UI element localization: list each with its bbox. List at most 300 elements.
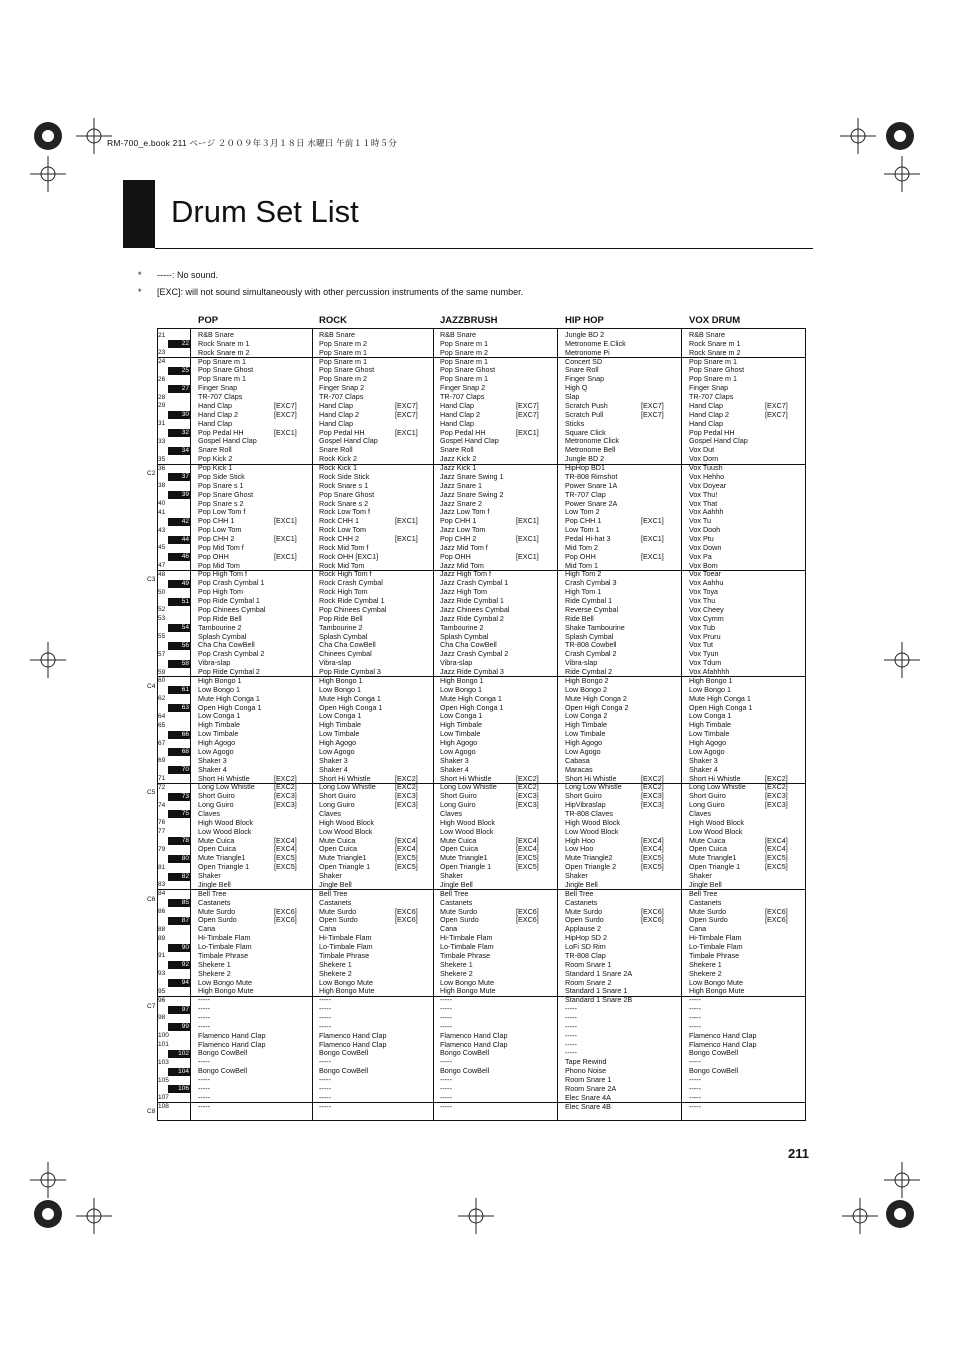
instrument-name: Shake Tambourine (565, 622, 625, 632)
instrument-name: ----- (440, 1004, 452, 1014)
instrument-name: Pop Mid Tom f (198, 542, 244, 552)
note-number: 76 (158, 819, 166, 827)
instrument-name: Open Triangle 1 (319, 862, 371, 872)
instrument-name: Gospel Hand Clap (198, 436, 257, 446)
instrument-name: Standard 1 Snare 2B (565, 995, 633, 1005)
instrument-name: ----- (689, 1021, 701, 1031)
instrument-name: ----- (689, 995, 701, 1005)
instrument-name: Shekere 2 (319, 968, 352, 978)
instrument-name: Room Snare 2 (565, 977, 612, 987)
crosshair-icon (76, 1198, 112, 1234)
crosshair-icon (76, 118, 112, 154)
instrument-name: Pop Chinees Cymbal (319, 604, 387, 614)
instrument-name: Open Surdo (198, 915, 237, 925)
instrument-name: R&B Snare (689, 330, 725, 339)
instrument-name: Mute Triangle2 (565, 853, 613, 863)
instrument-name: Castanets (198, 897, 231, 907)
instrument-name: Pop Ride Cymbal 3 (319, 667, 381, 677)
instrument-name: Low Timbale (198, 729, 239, 739)
instrument-name: Cana (319, 924, 337, 934)
instrument-name: Pop Crash Cymbal 2 (198, 649, 265, 659)
note-number: 48 (158, 570, 166, 578)
instrument-name: Low Wood Block (689, 826, 743, 836)
instrument-name: Shekere 1 (319, 959, 352, 969)
instrument-name: Power Snare 1A (565, 480, 618, 490)
note-number: 83 (158, 881, 166, 889)
instrument-name: Rock High Tom f (319, 569, 372, 579)
exclusive-group-tag: [EXC1] (516, 427, 539, 437)
instrument-name: Mute High Conga 2 (565, 693, 627, 703)
instrument-name: High Wood Block (565, 817, 620, 827)
instrument-name: Shaker (319, 871, 342, 881)
instrument-name: Timbale Phrase (440, 950, 491, 960)
exclusive-group-tag: [EXC3] (395, 791, 418, 801)
exclusive-group-tag: [EXC7] (765, 400, 788, 410)
instrument-name: Pop Kick 1 (198, 463, 233, 473)
note-number: 33 (158, 437, 166, 445)
instrument-name: Vox Pa (689, 551, 712, 561)
instrument-name: Short Guiro (198, 791, 235, 801)
instrument-name: Rock Mid Tom f (319, 542, 369, 552)
note-number: 55 (158, 633, 166, 641)
instrument-name: Hand Clap (198, 418, 232, 428)
crosshair-icon (30, 1162, 66, 1198)
instrument-name: High Agogo (565, 738, 603, 748)
instrument-name: Pop Snare s 2 (198, 498, 244, 508)
instrument-name: Open Cuica (198, 844, 236, 854)
exclusive-group-tag: [EXC4] (765, 844, 788, 854)
note-number: 63 (168, 704, 190, 712)
instrument-name: High Agogo (319, 738, 357, 748)
octave-label: C8 (147, 1108, 156, 1115)
instrument-name: Low Bongo 1 (198, 684, 240, 694)
instrument-name: Shekere 2 (440, 968, 473, 978)
instrument-name: ----- (689, 1057, 701, 1067)
instrument-name: Pop OHH (440, 551, 471, 561)
octave-label: C6 (147, 896, 156, 903)
exclusive-group-tag: [EXC3] (516, 791, 539, 801)
note-number: 91 (158, 952, 166, 960)
instrument-name: Jingle Bell (198, 879, 231, 889)
instrument-name: Hand Clap 2 (440, 409, 480, 419)
instrument-name: Phono Noise (565, 1066, 607, 1076)
instrument-name: Castanets (319, 897, 352, 907)
crosshair-icon (842, 1198, 878, 1234)
instrument-name: LoFi SD Rim (565, 942, 606, 952)
instrument-name: Mute Triangle1 (319, 853, 367, 863)
note-number: 73 (168, 793, 190, 801)
note-number: 71 (158, 775, 166, 782)
instrument-name: Jazz Mid Tom f (440, 542, 488, 552)
crosshair-icon (30, 156, 66, 192)
instrument-name: Pop CHH 1 (440, 516, 477, 526)
instrument-name: Snare Roll (440, 445, 474, 455)
crosshair-icon (840, 118, 876, 154)
instrument-name: Hi-Timbale Flam (689, 933, 742, 943)
note-number: 100 (158, 1032, 169, 1040)
instrument-name: TR-707 Clap (565, 489, 606, 499)
instrument-name: Hand Clap (198, 400, 232, 410)
instrument-name: Mid Tom 2 (565, 542, 599, 552)
octave-label: C4 (147, 683, 156, 690)
instrument-name: Jazz Kick 1 (440, 463, 477, 473)
instrument-name: Pop Pedal HH (440, 427, 486, 437)
note-number: 85 (168, 899, 190, 907)
crosshair-icon (884, 156, 920, 192)
instrument-name: HipHop BD1 (565, 463, 605, 473)
instrument-name: Jingle Bell (689, 879, 722, 889)
note-number: 68 (168, 748, 190, 756)
note-number: 53 (158, 615, 166, 623)
page-title: Drum Set List (171, 194, 359, 229)
instrument-name: Jazz Snare 2 (440, 498, 482, 508)
column-header-pop: POP (198, 315, 219, 326)
instrument-name: Gospel Hand Clap (440, 436, 499, 446)
instrument-name: Rock CHH 2 (319, 534, 359, 543)
instrument-name: Castanets (689, 897, 722, 907)
instrument-name: High Wood Block (198, 817, 253, 827)
note-number: 84 (158, 890, 166, 898)
instrument-name: Pop Snare m 1 (440, 356, 488, 366)
instrument-name: Hand Clap (689, 400, 723, 410)
note-number: 79 (158, 845, 166, 853)
exclusive-group-tag: [EXC4] (274, 844, 297, 854)
instrument-name: Pop Snare Ghost (440, 365, 496, 375)
instrument-name: Jazz Low Tom (440, 525, 486, 535)
instrument-name: Vox Tyun (689, 649, 719, 659)
instrument-name: Cha Cha CowBell (198, 640, 255, 650)
instrument-name: High Wood Block (440, 817, 495, 827)
instrument-name: Splash Cymbal (440, 631, 489, 641)
exclusive-group-tag: [EXC5] (516, 853, 539, 863)
page-number: 211 (788, 1146, 809, 1161)
exclusive-group-tag: [EXC3] (765, 791, 788, 801)
instrument-name: Low Timbale (689, 729, 730, 739)
note-number: 102 (168, 1050, 190, 1058)
instrument-name: Lo-Timbale Flam (689, 942, 743, 952)
note-number: 37 (168, 473, 190, 481)
exclusive-group-tag: [EXC7] (516, 400, 539, 410)
instrument-name: Cana (440, 924, 458, 934)
octave-label: C5 (147, 789, 156, 796)
instrument-name: Scratch Pull (565, 409, 604, 419)
instrument-name: Pop Snare m 2 (319, 338, 367, 348)
instrument-name: Low Agogo (440, 746, 476, 756)
instrument-name: Short Guiro (689, 791, 726, 801)
exclusive-group-tag: [EXC2] (641, 773, 664, 783)
instrument-name: Open High Conga 1 (440, 702, 504, 712)
instrument-name: Hand Clap 2 (319, 409, 359, 419)
instrument-name: Pop CHH 1 (198, 516, 235, 526)
instrument-name: Jazz Mid Tom (440, 560, 484, 570)
instrument-name: Gospel Hand Clap (319, 436, 378, 446)
instrument-name: Low Agogo (319, 746, 355, 756)
instrument-name: ----- (689, 1101, 701, 1111)
instrument-name: ----- (319, 1092, 331, 1102)
instrument-name: Vox Doyear (689, 480, 727, 490)
instrument-name: Crash Cymbal 2 (565, 649, 617, 659)
exclusive-group-tag: [EXC3] (274, 791, 297, 801)
instrument-name: High Timbale (689, 720, 731, 730)
note-number: 43 (158, 526, 166, 534)
instrument-name: Jazz Kick 2 (440, 454, 477, 464)
exclusive-group-tag: [EXC3] (274, 800, 297, 810)
exclusive-group-tag: [EXC2] (274, 773, 297, 783)
note-number: 38 (158, 482, 166, 490)
instrument-name: Low Bongo Mute (319, 977, 373, 987)
exclusive-group-tag: [EXC4] (641, 844, 664, 854)
instrument-name: TR-808 Clap (565, 950, 606, 960)
instrument-name: Claves (440, 808, 462, 818)
instrument-name: Rock Snare m 1 (198, 338, 250, 348)
instrument-name: Bell Tree (319, 888, 348, 898)
title-bar (123, 180, 155, 248)
note-number: 26 (158, 375, 166, 383)
instrument-name: High Tom 1 (565, 587, 602, 597)
instrument-name: Vox Tut (689, 640, 713, 650)
instrument-name: Open Triangle 2 (565, 862, 617, 872)
exclusive-group-tag: [EXC2] (274, 782, 297, 792)
instrument-name: Finger Snap 2 (440, 383, 486, 393)
exclusive-group-tag: [EXC4] (274, 835, 297, 845)
instrument-name: Concert SD (565, 356, 603, 366)
instrument-name: TR-808 Cowbell (565, 640, 617, 650)
exclusive-group-tag: [EXC6] (395, 915, 418, 925)
instrument-name: Low Tom 2 (565, 507, 600, 517)
instrument-name: Pop Snare m 2 (319, 374, 367, 384)
instrument-name: Vox Tub (689, 622, 715, 632)
instrument-name: ----- (440, 1012, 452, 1022)
instrument-name: Applause 2 (565, 924, 601, 934)
instrument-name: Long Guiro (198, 800, 234, 810)
instrument-name: ----- (198, 1092, 210, 1102)
instrument-name: Pop Snare m 1 (440, 338, 488, 348)
instrument-name: Pop OHH (565, 551, 596, 561)
instrument-name: Low Agogo (689, 746, 725, 756)
instrument-name: Shaker 4 (198, 764, 227, 774)
instrument-name: High Bongo Mute (198, 986, 254, 996)
instrument-name: ----- (319, 1004, 331, 1014)
instrument-name: Rock Snare s 2 (319, 498, 369, 508)
instrument-name: Flamenco Hand Clap (440, 1039, 508, 1049)
note-number: 49 (168, 580, 190, 588)
instrument-name: Finger Snap (198, 383, 238, 393)
note-number: 44 (168, 536, 190, 544)
instrument-name: Jazz Ride Cymbal 3 (440, 667, 504, 677)
instrument-name: ----- (440, 1092, 452, 1102)
instrument-name: Pop Snare Ghost (198, 489, 254, 499)
instrument-name: Hand Clap (319, 418, 353, 428)
note-number: 21 (158, 331, 166, 339)
instrument-name: Flamenco Hand Clap (319, 1030, 387, 1040)
note-number: 105 (158, 1076, 169, 1084)
instrument-name: ----- (440, 1057, 452, 1067)
instrument-name: Rock Mid Tom (319, 560, 365, 570)
instrument-name: Cha Cha CowBell (440, 640, 497, 650)
note-number: 93 (158, 970, 166, 978)
column-header-hiphop: HIP HOP (565, 315, 604, 326)
instrument-name: Vox Aahhu (689, 578, 724, 588)
instrument-name: Low Wood Block (440, 826, 494, 836)
instrument-name: Low Bongo 1 (319, 684, 361, 694)
note-number: 29 (158, 402, 166, 410)
exclusive-group-tag: [EXC6] (765, 906, 788, 916)
instrument-name: Lo-Timbale Flam (319, 942, 373, 952)
instrument-name: Power Snare 2A (565, 498, 618, 508)
instrument-name: Vox Toear (689, 569, 721, 579)
instrument-name: Low Agogo (565, 746, 601, 756)
instrument-name: High Wood Block (319, 817, 374, 827)
instrument-name: Jazz Crash Cymbal 2 (440, 649, 509, 659)
instrument-name: High Timbale (198, 720, 240, 730)
instrument-name: Mute Triangle1 (689, 853, 737, 863)
note-number: 97 (168, 1006, 190, 1014)
instrument-name: Vox Toya (689, 587, 719, 597)
instrument-name: High Hoo (565, 835, 595, 845)
exclusive-group-tag: [EXC1] (395, 427, 418, 437)
instrument-name: Bongo CowBell (319, 1066, 369, 1076)
instrument-name: Metronome Pi (565, 347, 610, 357)
exclusive-group-tag: [EXC2] (765, 773, 788, 783)
instrument-name: Rock Ride Cymbal 1 (319, 596, 385, 606)
instrument-name: Rock High Tom (319, 587, 368, 597)
exclusive-group-tag: [EXC3] (641, 791, 664, 801)
instrument-name: TR-707 Claps (319, 392, 364, 402)
exclusive-group-tag: [EXC1] (395, 516, 418, 526)
instrument-name: Long Guiro (440, 800, 476, 810)
instrument-name: Short Guiro (319, 791, 356, 801)
instrument-name: Hi-Timbale Flam (440, 933, 493, 943)
instrument-name: Low Bongo 2 (565, 684, 607, 694)
instrument-name: Vox Hehho (689, 471, 725, 481)
note-number: 41 (158, 508, 166, 516)
instrument-name: Bell Tree (440, 888, 469, 898)
note-number: 23 (158, 349, 166, 357)
instrument-name: Snare Roll (319, 445, 353, 455)
note-number: 107 (158, 1094, 169, 1102)
instrument-name: Rock Low Tom f (319, 507, 370, 517)
column-header-voxdrum: VOX DRUM (689, 315, 741, 326)
instrument-name: Open Surdo (565, 915, 604, 925)
exclusive-group-tag: [EXC6] (516, 915, 539, 925)
note-number: 82 (168, 873, 190, 881)
instrument-name: Room Snare 1 (565, 959, 612, 969)
exclusive-group-tag: [EXC6] (641, 906, 664, 916)
note-number: 62 (158, 695, 166, 703)
instrument-name: Mute Surdo (689, 906, 727, 916)
instrument-name: Splash Cymbal (319, 631, 368, 641)
instrument-name: Jungle BD 2 (565, 330, 605, 339)
instrument-name: Room Snare 2A (565, 1083, 617, 1093)
instrument-name: Mid Tom 1 (565, 560, 599, 570)
instrument-name: Pop Snare Ghost (198, 365, 254, 375)
instrument-name: Mute Triangle1 (440, 853, 488, 863)
instrument-name: Lo-Timbale Flam (440, 942, 494, 952)
instrument-name: Tambourine 2 (440, 622, 484, 632)
instrument-name: Shaker 3 (198, 755, 227, 765)
registration-mark-icon (30, 118, 66, 154)
exclusive-group-tag: [EXC2] (516, 773, 539, 783)
instrument-name: Low Conga 1 (319, 711, 362, 721)
file-header: RM-700_e.book 211 ページ ２００９年３月１８日 水曜日 午前１１時５分 (107, 138, 397, 148)
instrument-name: Vox Dut (689, 445, 715, 455)
instrument-name: Low Timbale (565, 729, 606, 739)
instrument-name: HipHop SD 2 (565, 933, 607, 943)
instrument-name: Vox Down (689, 542, 722, 552)
instrument-name: Vibra-slap (440, 658, 473, 668)
exclusive-group-tag: [EXC4] (641, 835, 664, 845)
instrument-name: Open High Conga 1 (319, 702, 383, 712)
instrument-name: Bell Tree (689, 888, 718, 898)
note-number: 58 (168, 660, 190, 668)
exclusive-group-tag: [EXC4] (516, 844, 539, 854)
instrument-name: Vox Dom (689, 454, 719, 464)
instrument-name: High Agogo (198, 738, 236, 748)
instrument-name: Long Low Whistle (440, 782, 497, 792)
instrument-name: Pop Ride Bell (198, 613, 242, 623)
instrument-name: Flamenco Hand Clap (198, 1030, 266, 1040)
exclusive-group-tag: [EXC6] (274, 906, 297, 916)
instrument-name: Shaker 4 (319, 764, 348, 774)
instrument-name: ----- (689, 1075, 701, 1085)
column-header-rock: ROCK (319, 315, 347, 326)
instrument-name: Sticks (565, 418, 585, 428)
instrument-name: Cana (198, 924, 216, 934)
instrument-name: TR-707 Claps (689, 392, 734, 402)
note-number: 74 (158, 801, 166, 809)
note-number: 65 (158, 721, 166, 729)
instrument-name: Slap (565, 392, 580, 402)
instrument-name: Vox Cymm (689, 613, 724, 623)
instrument-name: Rock Kick 1 (319, 463, 357, 473)
instrument-name: Elec Snare 4A (565, 1092, 611, 1102)
note-number: 60 (158, 677, 166, 685)
note-number: 52 (158, 606, 166, 614)
note-number: 31 (158, 420, 166, 428)
note-number: 80 (168, 855, 190, 863)
note-number: 27 (168, 385, 190, 393)
instrument-name: Pop Snare m 1 (319, 347, 367, 357)
instrument-name: Vox Tdum (689, 658, 722, 668)
note-number: 75 (168, 810, 190, 818)
instrument-name: Rock Crash Cymbal (319, 578, 383, 588)
instrument-name: Shaker 3 (689, 755, 718, 765)
instrument-name: TR-707 Claps (440, 392, 485, 402)
instrument-name: Standard 1 Snare 1 (565, 986, 628, 996)
instrument-name: ----- (198, 1021, 210, 1031)
exclusive-group-tag: [EXC2] (395, 782, 418, 792)
note-number: 28 (158, 393, 166, 401)
instrument-name: Pop Ride Cymbal 2 (198, 667, 260, 677)
instrument-name: Hi-Timbale Flam (198, 933, 251, 943)
instrument-name: ----- (319, 995, 331, 1005)
note-number: 34 (168, 447, 190, 455)
exclusive-group-tag: [EXC5] (765, 853, 788, 863)
note-number: 66 (168, 731, 190, 739)
instrument-name: Maracas (565, 764, 593, 774)
instrument-name: High Timbale (440, 720, 482, 730)
instrument-name: ----- (689, 1004, 701, 1014)
title-divider (155, 248, 813, 249)
instrument-name: High Timbale (319, 720, 361, 730)
crosshair-icon (884, 642, 920, 678)
note-number: 30 (168, 411, 190, 419)
note-number: 69 (158, 757, 166, 765)
exclusive-group-tag: [EXC4] (395, 844, 418, 854)
exclusive-group-tag: [EXC7] (641, 400, 664, 410)
instrument-name: Mute Surdo (198, 906, 236, 916)
instrument-name: Short Hi Whistle (440, 773, 492, 783)
